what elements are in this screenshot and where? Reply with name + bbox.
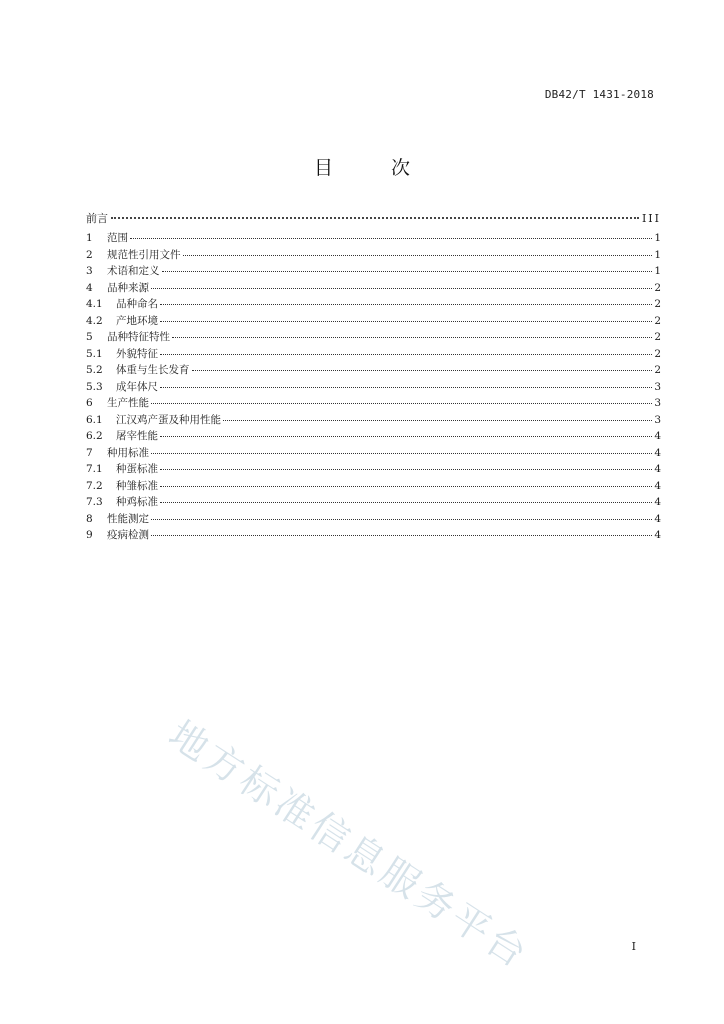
- toc-dot-leader: [151, 402, 652, 404]
- toc-entry[interactable]: [86, 230, 661, 247]
- document-code: DB42/T 1431-2018: [544, 88, 654, 101]
- toc-entry[interactable]: [86, 395, 661, 412]
- toc-entry[interactable]: [86, 478, 661, 495]
- toc-entry-label: 规范性引用文件: [107, 248, 181, 261]
- toc-entry-page: 2: [654, 314, 661, 327]
- toc-entry-number: 9: [86, 529, 93, 541]
- toc-dot-leader: [111, 216, 639, 219]
- toc-entry[interactable]: [86, 296, 661, 313]
- toc-dot-leader: [172, 336, 652, 338]
- toc-entry-page: 4: [654, 512, 661, 525]
- toc-entry-number: 6.2: [86, 430, 103, 442]
- toc-entry-number: 7.3: [86, 496, 103, 508]
- toc-entry-page: 2: [654, 298, 661, 310]
- toc-entry-page: 1: [654, 232, 661, 244]
- toc-entry-label: 屠宰性能: [116, 430, 158, 442]
- toc-entry-label: 种蛋标准: [116, 463, 158, 475]
- toc-entry-number: 2: [86, 248, 93, 261]
- toc-entry-number: 7.1: [86, 463, 103, 475]
- toc-entry-page: 4: [654, 479, 661, 492]
- toc-entry[interactable]: [86, 527, 661, 544]
- toc-entry-page: 1: [654, 248, 661, 261]
- toc-entry-page: 1: [654, 265, 661, 277]
- toc-entry-number: 5.1: [86, 347, 103, 360]
- toc-entry-page: 2: [654, 281, 661, 294]
- toc-entry[interactable]: [86, 428, 661, 445]
- toc-entry-number: 4.2: [86, 314, 103, 327]
- toc-entry-page: 3: [654, 380, 661, 393]
- toc-entry[interactable]: [86, 445, 661, 462]
- toc-dot-leader: [151, 534, 652, 536]
- toc-entry-label: 产地环境: [116, 314, 158, 327]
- toc-entry-label: 种鸡标准: [116, 496, 158, 508]
- toc-entry-label: 外貌特征: [116, 347, 158, 360]
- toc-entry[interactable]: [86, 362, 661, 379]
- toc-entry-number: 4.1: [86, 298, 103, 310]
- toc-entry-label: 江汉鸡产蛋及种用性能: [116, 413, 221, 426]
- toc-dot-leader: [160, 485, 652, 487]
- toc-dot-leader: [151, 452, 652, 454]
- toc-dot-leader: [160, 303, 652, 305]
- toc-entry-label: 范围: [107, 232, 128, 244]
- toc-entry-number: 3: [86, 265, 93, 277]
- toc-dot-leader: [183, 254, 653, 256]
- toc-entry[interactable]: [86, 511, 661, 528]
- toc-entry[interactable]: [86, 329, 661, 346]
- toc-entry-label: 种用标准: [107, 446, 149, 459]
- watermark: 地方标准信息服务平台: [161, 711, 538, 978]
- toc-dot-leader: [160, 501, 652, 503]
- toc-entry-label: 品种命名: [116, 298, 158, 310]
- toc-entry-label: 疫病检测: [107, 529, 149, 541]
- table-of-contents: [86, 208, 661, 544]
- toc-entry-number: 6: [86, 397, 93, 409]
- toc-entry-page: 2: [654, 331, 661, 343]
- page-number: I: [631, 940, 636, 953]
- toc-entry-number: 8: [86, 512, 93, 525]
- toc-entry-page: 2: [654, 347, 661, 360]
- toc-dot-leader: [223, 419, 652, 421]
- toc-entry-label: 前言: [86, 212, 108, 225]
- toc-dot-leader: [160, 468, 652, 470]
- toc-entry-label: 成年体尺: [116, 380, 158, 393]
- toc-entry-label: 品种来源: [107, 281, 149, 294]
- toc-entry-number: 5: [86, 331, 93, 343]
- toc-entry[interactable]: [86, 280, 661, 297]
- toc-entry[interactable]: [86, 346, 661, 363]
- toc-dot-leader: [160, 320, 652, 322]
- toc-entry[interactable]: [86, 313, 661, 330]
- toc-dot-leader: [192, 369, 653, 371]
- toc-entry-number: 4: [86, 281, 93, 294]
- toc-entry[interactable]: [86, 412, 661, 429]
- toc-entry-number: 5.3: [86, 380, 103, 393]
- toc-entry-page: 4: [654, 463, 661, 475]
- toc-entry-number: 6.1: [86, 413, 103, 426]
- toc-entry-page: 3: [654, 397, 661, 409]
- toc-entry-page: 4: [654, 446, 661, 459]
- toc-entry[interactable]: [86, 461, 661, 478]
- toc-entry-number: 1: [86, 232, 93, 244]
- toc-entry-label: 术语和定义: [107, 265, 160, 277]
- toc-entry[interactable]: [86, 208, 661, 230]
- toc-entry-label: 品种特征特性: [107, 331, 170, 343]
- toc-entry-number: 5.2: [86, 364, 103, 376]
- toc-dot-leader: [162, 270, 653, 272]
- toc-dot-leader: [160, 386, 652, 388]
- page-title: 目 次: [313, 157, 437, 179]
- toc-entry[interactable]: [86, 263, 661, 280]
- toc-entry-page: 4: [654, 496, 661, 508]
- toc-dot-leader: [160, 353, 652, 355]
- toc-entry-page: 4: [654, 430, 661, 442]
- toc-entry[interactable]: [86, 379, 661, 396]
- toc-dot-leader: [160, 435, 652, 437]
- toc-entry[interactable]: [86, 247, 661, 264]
- toc-dot-leader: [130, 237, 652, 239]
- toc-entry-page: 3: [654, 413, 661, 426]
- toc-entry-label: 生产性能: [107, 397, 149, 409]
- toc-dot-leader: [151, 518, 652, 520]
- toc-entry-label: 体重与生长发育: [116, 364, 190, 376]
- toc-entry-number: 7: [86, 446, 93, 459]
- toc-entry-label: 性能测定: [107, 512, 149, 525]
- toc-dot-leader: [151, 287, 652, 289]
- toc-entry-number: 7.2: [86, 479, 103, 492]
- toc-entry[interactable]: [86, 494, 661, 511]
- toc-entry-page: III: [641, 212, 661, 225]
- toc-entry-label: 种雏标准: [116, 479, 158, 492]
- toc-entry-page: 4: [654, 529, 661, 541]
- toc-entry-page: 2: [654, 364, 661, 376]
